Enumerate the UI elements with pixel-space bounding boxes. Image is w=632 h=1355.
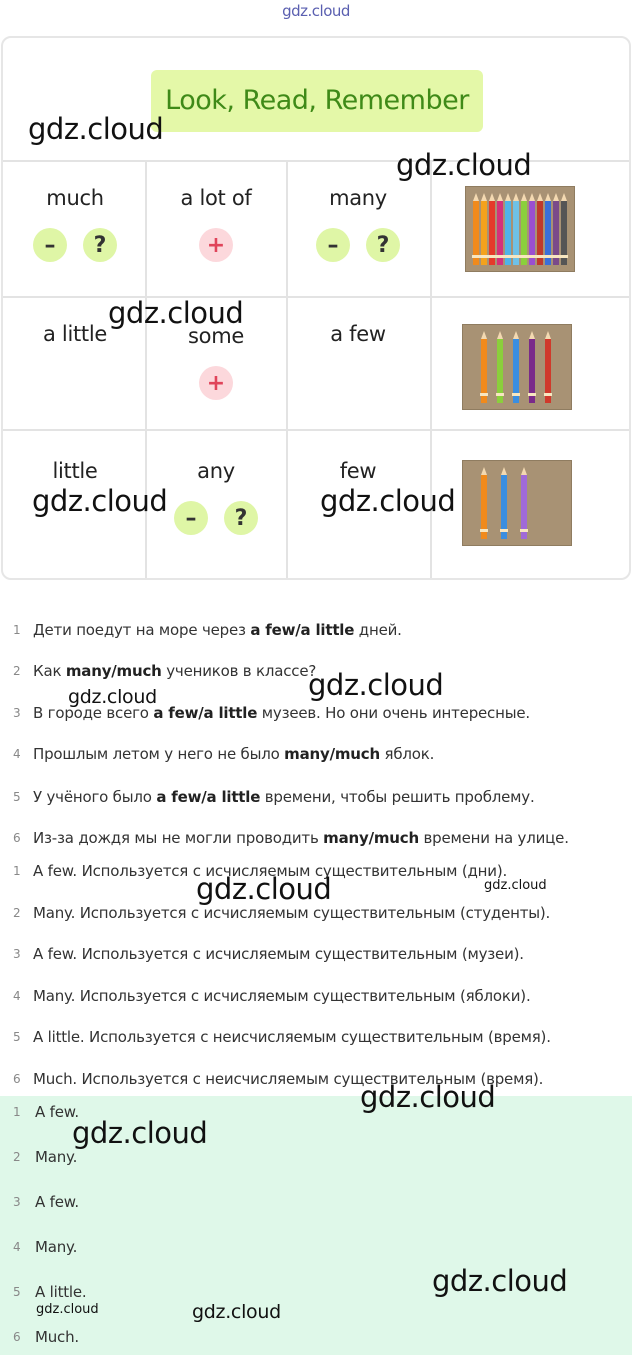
explanation-item: 4 Many. Используется с исчисляемым существительным (яблоки). (13, 987, 531, 1005)
watermark: gdz.cloud (360, 1080, 496, 1114)
pencil-icon (480, 331, 488, 403)
pencil-icon (504, 193, 512, 265)
cell-some (145, 324, 287, 400)
question-icon: ? (224, 501, 258, 535)
pencils-many-icon (466, 187, 576, 273)
pencil-icon (560, 193, 568, 265)
watermark: gdz.cloud (320, 484, 456, 518)
watermark: gdz.cloud (28, 112, 164, 146)
watermark: gdz.cloud (432, 1264, 568, 1298)
cell-few (287, 459, 429, 483)
pencil-icon (496, 331, 504, 403)
pencils-fewest-image (462, 460, 572, 546)
explanation-item: 2 Many. Используется с исчисляемым существительным (студенты). (13, 904, 551, 922)
answer-item: 1 A few. (13, 1103, 79, 1121)
plus-icon: + (199, 228, 233, 262)
pencil-icon (528, 193, 536, 265)
pencils-many-image (465, 186, 575, 272)
word-little: little (52, 459, 98, 483)
pencil-icon (488, 193, 496, 265)
minus-icon: – (33, 228, 67, 262)
pencil-icon (528, 331, 536, 403)
table-divider (3, 296, 631, 298)
question-icon: ? (366, 228, 400, 262)
minus-icon: – (174, 501, 208, 535)
exercise-item: 3 В городе всего a few/a little музеев. Но они очень интересные. (13, 704, 530, 722)
cell-a-lot-of (145, 186, 287, 262)
explanation-item: 5 A little. Используется с неисчисляемым существительным (время). (13, 1028, 551, 1046)
watermark: gdz.cloud (192, 1301, 281, 1323)
table-divider (3, 160, 631, 162)
answer-item: 6 Much. (13, 1328, 79, 1346)
exercise-item: 6 Из-за дождя мы не могли проводить many/much времени на улице. (13, 829, 569, 847)
pencil-icon (480, 193, 488, 265)
question-icon: ? (83, 228, 117, 262)
pencil-icon (544, 331, 552, 403)
cell-many (287, 186, 429, 262)
banner-title: Look, Read, Remember (151, 70, 483, 132)
cell-little (4, 459, 146, 483)
pencil-icon (512, 331, 520, 403)
watermark: gdz.cloud (108, 296, 244, 330)
cell-a-few (287, 322, 429, 346)
explanation-item: 3 A few. Используется с исчисляемым существительным (музеи). (13, 945, 524, 963)
site-logo[interactable]: gdz.cloud (282, 2, 350, 20)
answer-item: 4 Many. (13, 1238, 78, 1256)
word-much: much (46, 186, 104, 210)
exercise-item: 2 Как many/much учеников в классе? (13, 662, 317, 680)
pencil-icon (536, 193, 544, 265)
exercise-item: 1 Дети поедут на море через a few/a little дней. (13, 621, 402, 639)
pencil-icon (520, 193, 528, 265)
pencil-icon (500, 467, 508, 539)
watermark: gdz.cloud (32, 484, 168, 518)
pencil-icon (512, 193, 520, 265)
pencil-icon (544, 193, 552, 265)
watermark: gdz.cloud (68, 686, 157, 708)
cell-much (4, 186, 146, 262)
watermark: gdz.cloud (72, 1116, 208, 1150)
exercise-item: 5 У учёного было a few/a little времени, чтобы решить проблему. (13, 788, 535, 806)
word-few: few (339, 459, 377, 483)
answer-item: 3 A few. (13, 1193, 79, 1211)
pencils-few-image (462, 324, 572, 410)
minus-icon: – (316, 228, 350, 262)
answer-item: 5 A little. (13, 1283, 87, 1301)
word-a-few: a few (330, 322, 386, 346)
pencils-few-icon (463, 325, 573, 411)
explanation-item: 6 Much. Используется с неисчисляемым существительным (время). (13, 1070, 544, 1088)
pencil-icon (496, 193, 504, 265)
word-a-lot-of: a lot of (180, 186, 252, 210)
watermark: gdz.cloud (396, 148, 532, 182)
word-some: some (188, 324, 244, 348)
pencil-icon (552, 193, 560, 265)
word-many: many (329, 186, 387, 210)
plus-icon: + (199, 366, 233, 400)
pencil-icon (520, 467, 528, 539)
exercise-item: 4 Прошлым летом у него не было many/much яблок. (13, 745, 435, 763)
explanation-item: 1 A few. Используется с исчисляемым существительным (дни). (13, 862, 508, 880)
pencil-icon (480, 467, 488, 539)
watermark: gdz.cloud (308, 668, 444, 702)
watermark: gdz.cloud (484, 878, 547, 893)
watermark: gdz.cloud (36, 1302, 99, 1317)
word-any: any (197, 459, 235, 483)
answer-item: 2 Many. (13, 1148, 78, 1166)
table-divider (3, 429, 631, 431)
watermark: gdz.cloud (196, 872, 332, 906)
pencils-fewest-icon (463, 461, 573, 547)
pencil-icon (472, 193, 480, 265)
word-a-little: a little (42, 322, 108, 346)
